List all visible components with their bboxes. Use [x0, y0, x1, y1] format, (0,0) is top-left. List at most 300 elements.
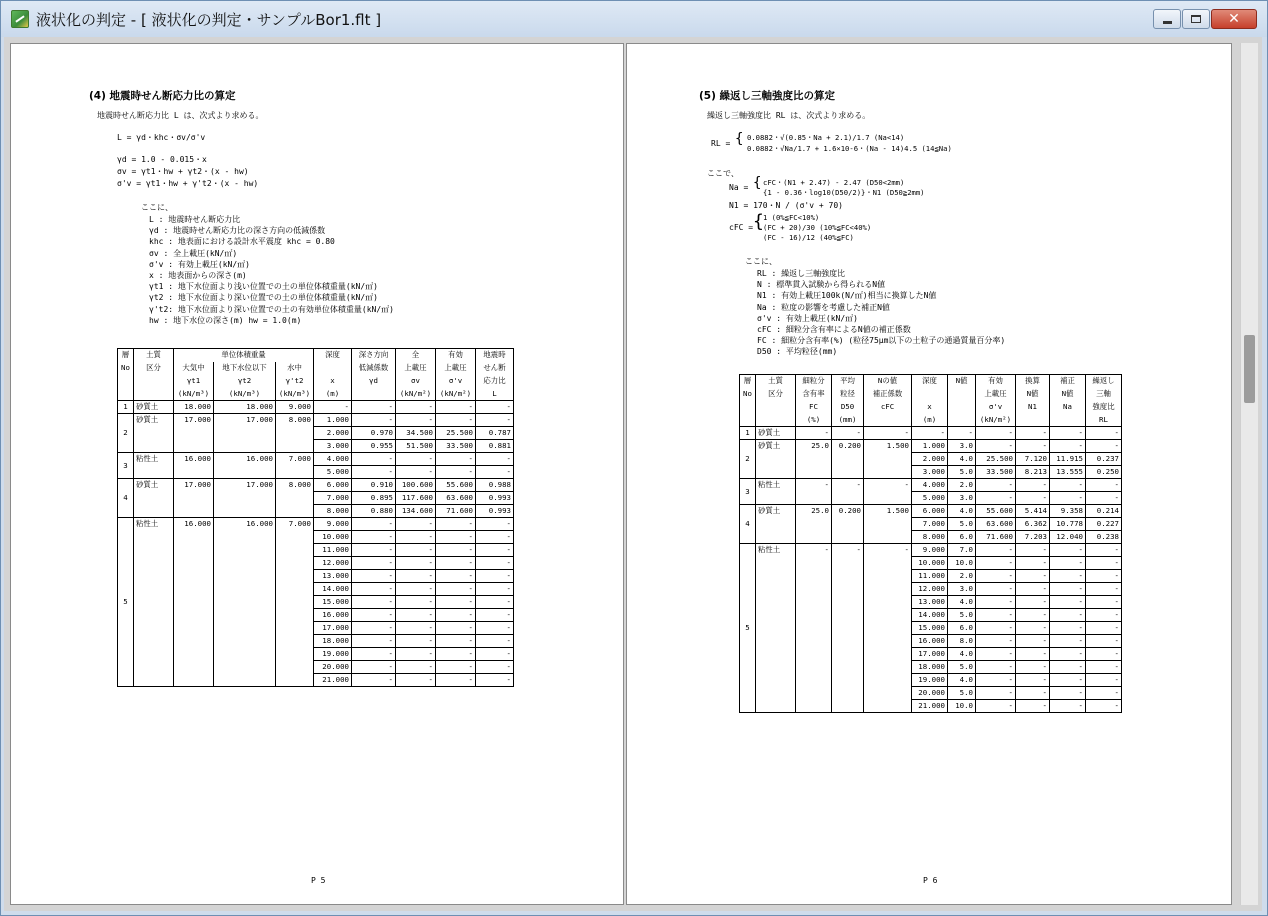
- header-cell: 地下水位以下: [214, 362, 276, 375]
- value-cell: -: [976, 570, 1016, 583]
- layer-fc: -: [796, 479, 832, 505]
- minimize-button[interactable]: [1153, 9, 1181, 29]
- value-cell: 6.0: [948, 622, 976, 635]
- value-cell: -: [1050, 596, 1086, 609]
- value-cell: -: [436, 453, 476, 466]
- header-cell: 平均: [832, 375, 864, 388]
- value-cell: -: [1016, 570, 1050, 583]
- value-cell: -: [1016, 427, 1050, 440]
- value-cell: 5.0: [948, 661, 976, 674]
- value-cell: 4.0: [948, 453, 976, 466]
- value-cell: 19.000: [314, 648, 352, 661]
- layer-soil: 砂質土: [756, 505, 796, 544]
- page-5: [10, 43, 624, 905]
- header-cell: [134, 375, 174, 388]
- value-cell: -: [1050, 609, 1086, 622]
- value-cell: -: [976, 557, 1016, 570]
- definition-item: cFC : 細粒分含有率によるN値の補正係数: [757, 325, 911, 334]
- value-cell: 1.000: [912, 440, 948, 453]
- value-cell: 0.881: [476, 440, 514, 453]
- value-cell: -: [1050, 674, 1086, 687]
- table-row: [740, 479, 1122, 492]
- value-cell: 4.0: [948, 648, 976, 661]
- value-cell: 5.0: [948, 609, 976, 622]
- value-cell: -: [1050, 583, 1086, 596]
- value-cell: 71.600: [976, 531, 1016, 544]
- value-cell: -: [352, 596, 396, 609]
- value-cell: 5.000: [314, 466, 352, 479]
- layer-d50: -: [832, 544, 864, 713]
- header-cell: 補正係数: [864, 388, 912, 401]
- header-cell: γd: [352, 375, 396, 388]
- definition-item: N1 : 有効上載圧100k(N/㎡)相当に換算したN値: [757, 291, 937, 301]
- value-cell: 0.250: [1086, 466, 1122, 479]
- value-cell: 12.000: [314, 557, 352, 570]
- value-cell: 7.000: [912, 518, 948, 531]
- value-cell: 15.000: [912, 622, 948, 635]
- value-cell: 7.000: [314, 492, 352, 505]
- layer-soil: 粘性土: [756, 544, 796, 713]
- layer-no: 2: [740, 440, 756, 479]
- definition-item: L : 地震時せん断応力比: [149, 215, 241, 224]
- value-cell: 10.000: [314, 531, 352, 544]
- header-cell: 土質: [756, 375, 796, 388]
- value-cell: 25.500: [976, 453, 1016, 466]
- header-cell: 繰返し: [1086, 375, 1122, 388]
- header-cell: 粒径: [832, 388, 864, 401]
- layer-no: 3: [118, 453, 134, 479]
- header-cell: [756, 401, 796, 414]
- header-cell: [864, 414, 912, 427]
- definition-item: D50 : 平均粒径(mm): [757, 347, 838, 357]
- header-cell: [948, 388, 976, 401]
- value-cell: -: [352, 544, 396, 557]
- where-label: ここに、: [745, 257, 777, 266]
- value-cell: 12.000: [912, 583, 948, 596]
- value-cell: 5.0: [948, 518, 976, 531]
- value-cell: -: [476, 401, 514, 414]
- definition-item: N : 標準貫入試験から得られるN値: [757, 280, 886, 290]
- value-cell: -: [352, 609, 396, 622]
- value-cell: -: [1086, 544, 1122, 557]
- value-cell: -: [1086, 700, 1122, 713]
- header-cell: N値: [1050, 388, 1086, 401]
- value-cell: -: [396, 596, 436, 609]
- table-row: [118, 401, 514, 414]
- definition-item: khc : 地表面における設計水平震度 khc = 0.80: [149, 237, 335, 247]
- value-cell: 0.910: [352, 479, 396, 492]
- value-cell: 2.0: [948, 570, 976, 583]
- value-cell: -: [396, 570, 436, 583]
- header-cell: (mm): [832, 414, 864, 427]
- layer-cfc: 1.500: [864, 505, 912, 544]
- header-cell: x: [912, 401, 948, 414]
- value-cell: -: [436, 466, 476, 479]
- value-cell: -: [396, 557, 436, 570]
- header-cell: γt1: [174, 375, 214, 388]
- header-cell: σv: [396, 375, 436, 388]
- layer-no: 5: [740, 544, 756, 713]
- value-cell: -: [1016, 700, 1050, 713]
- value-cell: 3.000: [314, 440, 352, 453]
- minimize-icon: [1163, 21, 1172, 24]
- value-cell: 0.988: [476, 479, 514, 492]
- value-cell: 20.000: [314, 661, 352, 674]
- value-cell: -: [1016, 583, 1050, 596]
- header-cell: 大気中: [174, 362, 214, 375]
- value-cell: -: [476, 648, 514, 661]
- value-cell: -: [948, 427, 976, 440]
- layer-g3: 8.000: [276, 479, 314, 518]
- layer-g1: 17.000: [174, 414, 214, 453]
- header-cell: 単位体積重量: [174, 349, 314, 362]
- value-cell: 51.500: [396, 440, 436, 453]
- value-cell: -: [1016, 648, 1050, 661]
- header-cell: cFC: [864, 401, 912, 414]
- table-row: [118, 414, 514, 427]
- header-cell: 細粒分: [796, 375, 832, 388]
- header-cell: γ't2: [276, 375, 314, 388]
- formula-cfc-2: (FC + 20)/30 (10%≦FC<40%): [763, 223, 872, 232]
- value-cell: -: [976, 687, 1016, 700]
- value-cell: -: [976, 648, 1016, 661]
- value-cell: -: [976, 609, 1016, 622]
- layer-g3: 7.000: [276, 453, 314, 479]
- formula-na-2: {1 - 0.36・log10(D50/2)}・N1 (D50≧2mm): [763, 188, 925, 197]
- layer-d50: 0.200: [832, 505, 864, 544]
- where-label: ここに、: [141, 203, 173, 212]
- value-cell: -: [1016, 687, 1050, 700]
- stress-ratio-table: [117, 348, 514, 687]
- layer-g3: 8.000: [276, 414, 314, 453]
- layer-no: 4: [740, 505, 756, 544]
- definition-item: σ'v : 有効上載圧(kN/㎡): [149, 259, 250, 269]
- value-cell: -: [1016, 492, 1050, 505]
- header-cell: 低減係数: [352, 362, 396, 375]
- page-number: P 6: [923, 876, 938, 885]
- header-cell: 強度比: [1086, 401, 1122, 414]
- value-cell: -: [436, 609, 476, 622]
- section-title: (5) 繰返し三軸強度比の算定: [699, 90, 836, 102]
- definition-item: σ'v : 有効上載圧(kN/㎡): [757, 313, 858, 323]
- header-cell: L: [476, 388, 514, 401]
- value-cell: -: [912, 427, 948, 440]
- header-cell: (m): [314, 388, 352, 401]
- layer-g1: 17.000: [174, 479, 214, 518]
- layer-no: 5: [118, 518, 134, 687]
- value-cell: -: [436, 414, 476, 427]
- value-cell: 4.0: [948, 596, 976, 609]
- value-cell: -: [1086, 583, 1122, 596]
- value-cell: 100.600: [396, 479, 436, 492]
- value-cell: -: [436, 674, 476, 687]
- value-cell: 71.600: [436, 505, 476, 518]
- header-cell: x: [314, 375, 352, 388]
- value-cell: -: [1050, 544, 1086, 557]
- value-cell: 3.0: [948, 492, 976, 505]
- formula-na-lhs: Na =: [729, 183, 749, 192]
- value-cell: -: [1050, 622, 1086, 635]
- value-cell: -: [396, 531, 436, 544]
- value-cell: 0.238: [1086, 531, 1122, 544]
- value-cell: -: [1016, 635, 1050, 648]
- value-cell: -: [1050, 635, 1086, 648]
- header-cell: N値: [948, 375, 976, 388]
- value-cell: 55.600: [436, 479, 476, 492]
- table-row: [740, 440, 1122, 453]
- value-cell: -: [976, 635, 1016, 648]
- value-cell: 117.600: [396, 492, 436, 505]
- formula-gd: γd = 1.0 - 0.015・x: [117, 155, 207, 164]
- layer-fc: -: [796, 544, 832, 713]
- title-bar[interactable]: [1, 1, 1267, 37]
- definition-item: RL : 繰返し三軸強度比: [757, 269, 846, 278]
- header-cell: 深度: [314, 349, 352, 362]
- header-cell: (kN/m²): [976, 414, 1016, 427]
- value-cell: -: [396, 648, 436, 661]
- here-label: ここで、: [707, 169, 739, 178]
- value-cell: -: [476, 518, 514, 531]
- header-cell: (kN/m²): [436, 388, 476, 401]
- header-cell: [740, 414, 756, 427]
- value-cell: 10.778: [1050, 518, 1086, 531]
- value-cell: -: [1016, 557, 1050, 570]
- value-cell: -: [436, 401, 476, 414]
- header-cell: [314, 362, 352, 375]
- definition-item: x : 地表面からの深さ(m): [149, 271, 247, 280]
- definition-item: σv : 全上載圧(kN/㎡): [149, 248, 238, 258]
- value-cell: 3.0: [948, 440, 976, 453]
- value-cell: -: [396, 401, 436, 414]
- value-cell: -: [976, 661, 1016, 674]
- value-cell: 7.0: [948, 544, 976, 557]
- value-cell: -: [1050, 687, 1086, 700]
- value-cell: 16.000: [314, 609, 352, 622]
- formula-rl-1: 0.0882・√(0.85・Na + 2.1)/1.7 (Na<14): [747, 133, 905, 142]
- value-cell: 3.0: [948, 583, 976, 596]
- value-cell: 10.0: [948, 700, 976, 713]
- table-row: [118, 453, 514, 466]
- value-cell: -: [1050, 557, 1086, 570]
- value-cell: -: [1016, 622, 1050, 635]
- value-cell: 0.993: [476, 492, 514, 505]
- intro-text: 繰返し三軸強度比 RL は、次式より求める。: [707, 111, 871, 120]
- value-cell: -: [476, 453, 514, 466]
- value-cell: -: [1086, 557, 1122, 570]
- value-cell: -: [976, 596, 1016, 609]
- layer-cfc: 1.500: [864, 440, 912, 479]
- value-cell: -: [1050, 427, 1086, 440]
- layer-cfc: -: [864, 479, 912, 505]
- value-cell: 6.0: [948, 531, 976, 544]
- header-cell: (m): [912, 414, 948, 427]
- value-cell: -: [352, 401, 396, 414]
- header-cell: N1: [1016, 401, 1050, 414]
- definition-item: γt1 : 地下水位面より浅い位置での土の単位体積重量(kN/㎡): [149, 282, 378, 292]
- value-cell: 21.000: [912, 700, 948, 713]
- header-cell: [1016, 414, 1050, 427]
- header-cell: 層: [118, 349, 134, 362]
- value-cell: -: [476, 466, 514, 479]
- value-cell: 7.203: [1016, 531, 1050, 544]
- value-cell: -: [1016, 596, 1050, 609]
- value-cell: 6.000: [912, 505, 948, 518]
- layer-g3: 9.000: [276, 401, 314, 414]
- value-cell: -: [976, 492, 1016, 505]
- brace-icon: {: [753, 175, 762, 191]
- layer-g1: 16.000: [174, 518, 214, 687]
- layer-cfc: -: [864, 544, 912, 713]
- value-cell: 134.600: [396, 505, 436, 518]
- value-cell: 17.000: [912, 648, 948, 661]
- page-6: [626, 43, 1232, 905]
- formula-n1: N1 = 170・N / (σ'v + 70): [729, 201, 843, 210]
- value-cell: -: [1086, 687, 1122, 700]
- formula-l: L = γd・khc・σv/σ'v: [117, 133, 206, 142]
- value-cell: 15.000: [314, 596, 352, 609]
- header-cell: 換算: [1016, 375, 1050, 388]
- value-cell: 3.000: [912, 466, 948, 479]
- value-cell: -: [396, 544, 436, 557]
- header-cell: 上載圧: [396, 362, 436, 375]
- value-cell: -: [396, 518, 436, 531]
- header-cell: (%): [796, 414, 832, 427]
- maximize-icon: [1191, 15, 1201, 23]
- value-cell: -: [1086, 661, 1122, 674]
- definition-item: FC : 細粒分含有率(%) (粒径75μm以下の土粒子の通過質量百分率): [757, 336, 1006, 346]
- value-cell: 0.895: [352, 492, 396, 505]
- scrollbar-thumb[interactable]: [1244, 335, 1255, 403]
- value-cell: -: [1050, 648, 1086, 661]
- value-cell: -: [352, 635, 396, 648]
- value-cell: -: [436, 583, 476, 596]
- header-cell: [352, 388, 396, 401]
- value-cell: -: [1016, 479, 1050, 492]
- layer-d50: -: [832, 427, 864, 440]
- layer-g1: 16.000: [174, 453, 214, 479]
- close-button[interactable]: [1211, 9, 1257, 29]
- value-cell: 10.000: [912, 557, 948, 570]
- value-cell: 18.000: [912, 661, 948, 674]
- layer-no: 3: [740, 479, 756, 505]
- definition-item: hw : 地下水位の深さ(m) hw = 1.0(m): [149, 315, 302, 325]
- layer-no: 4: [118, 479, 134, 518]
- value-cell: -: [476, 596, 514, 609]
- value-cell: 8.213: [1016, 466, 1050, 479]
- layer-g3: 7.000: [276, 518, 314, 687]
- value-cell: 4.0: [948, 674, 976, 687]
- value-cell: 9.000: [912, 544, 948, 557]
- value-cell: -: [1050, 492, 1086, 505]
- value-cell: 9.358: [1050, 505, 1086, 518]
- value-cell: 11.915: [1050, 453, 1086, 466]
- vertical-scrollbar[interactable]: [1240, 43, 1258, 905]
- value-cell: -: [1050, 661, 1086, 674]
- value-cell: 63.600: [976, 518, 1016, 531]
- close-icon: ✕: [1228, 11, 1240, 27]
- value-cell: 10.0: [948, 557, 976, 570]
- header-cell: D50: [832, 401, 864, 414]
- value-cell: -: [1016, 674, 1050, 687]
- maximize-button[interactable]: [1182, 9, 1210, 29]
- layer-g1: 18.000: [174, 401, 214, 414]
- value-cell: 13.555: [1050, 466, 1086, 479]
- header-cell: γt2: [214, 375, 276, 388]
- header-cell: 応力比: [476, 375, 514, 388]
- value-cell: 0.955: [352, 440, 396, 453]
- value-cell: -: [476, 635, 514, 648]
- document-area[interactable]: [4, 37, 1262, 911]
- value-cell: -: [436, 648, 476, 661]
- layer-soil: 粘性土: [134, 518, 174, 687]
- value-cell: -: [1086, 479, 1122, 492]
- value-cell: 8.0: [948, 635, 976, 648]
- value-cell: -: [352, 622, 396, 635]
- value-cell: -: [476, 583, 514, 596]
- value-cell: 4.000: [912, 479, 948, 492]
- value-cell: 5.0: [948, 466, 976, 479]
- intro-text: 地震時せん断応力比 L は、次式より求める。: [97, 111, 264, 120]
- brace-icon: {: [753, 211, 764, 232]
- layer-g2: 17.000: [214, 479, 276, 518]
- value-cell: -: [1086, 674, 1122, 687]
- definition-item: γ't2: 地下水位面より深い位置での土の有効単位体積重量(kN/㎡): [149, 304, 394, 314]
- value-cell: 11.000: [314, 544, 352, 557]
- value-cell: -: [352, 518, 396, 531]
- header-cell: 土質: [134, 349, 174, 362]
- formula-cfc-lhs: cFC =: [729, 223, 754, 232]
- layer-no: 1: [118, 401, 134, 414]
- value-cell: -: [476, 544, 514, 557]
- value-cell: -: [352, 570, 396, 583]
- value-cell: 16.000: [912, 635, 948, 648]
- formula-sv-eff: σ'v = γt1・hw + γ't2・(x - hw): [117, 179, 259, 188]
- value-cell: -: [436, 518, 476, 531]
- header-cell: 層: [740, 375, 756, 388]
- header-cell: σ'v: [436, 375, 476, 388]
- header-cell: (kN/m³): [174, 388, 214, 401]
- value-cell: -: [436, 557, 476, 570]
- value-cell: -: [1016, 544, 1050, 557]
- value-cell: -: [352, 453, 396, 466]
- value-cell: 6.000: [314, 479, 352, 492]
- value-cell: -: [1050, 700, 1086, 713]
- value-cell: -: [396, 609, 436, 622]
- window-title: 液状化の判定 - [ 液状化の判定・サンプルBor1.flt ]: [36, 10, 382, 29]
- value-cell: -: [396, 622, 436, 635]
- layer-d50: 0.200: [832, 440, 864, 479]
- value-cell: 13.000: [314, 570, 352, 583]
- value-cell: 0.970: [352, 427, 396, 440]
- value-cell: -: [1086, 648, 1122, 661]
- header-cell: (kN/m²): [396, 388, 436, 401]
- formula-rl-lhs: RL =: [711, 139, 731, 148]
- layer-d50: -: [832, 479, 864, 505]
- header-cell: Na: [1050, 401, 1086, 414]
- value-cell: -: [1016, 609, 1050, 622]
- value-cell: -: [1016, 440, 1050, 453]
- value-cell: 2.0: [948, 479, 976, 492]
- value-cell: 5.414: [1016, 505, 1050, 518]
- value-cell: -: [436, 531, 476, 544]
- value-cell: -: [976, 622, 1016, 635]
- value-cell: 19.000: [912, 674, 948, 687]
- value-cell: -: [396, 414, 436, 427]
- value-cell: -: [1086, 609, 1122, 622]
- header-cell: σ'v: [976, 401, 1016, 414]
- value-cell: -: [436, 661, 476, 674]
- value-cell: 5.0: [948, 687, 976, 700]
